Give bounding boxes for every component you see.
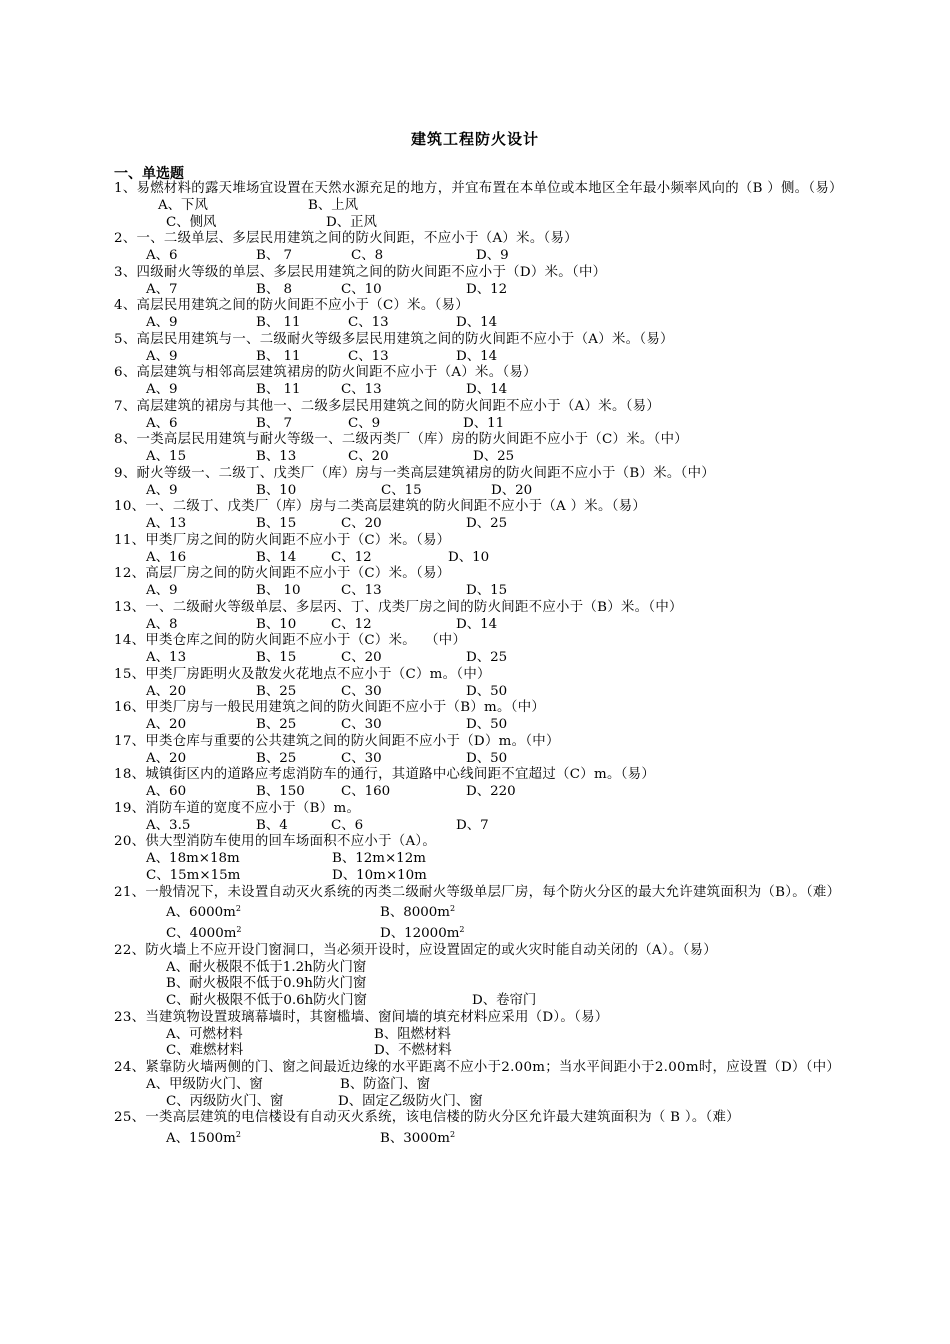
- answer-option: D、50: [466, 750, 508, 766]
- options-row: [114, 1127, 844, 1148]
- question-item: [114, 181, 844, 231]
- answer-option: A、9: [146, 583, 178, 598]
- answer-option: A、耐火极限不低于1.2h防火门窗: [166, 959, 367, 975]
- options-row: [114, 868, 844, 885]
- question-item: [114, 231, 844, 265]
- options-row: [114, 550, 844, 567]
- options-row: [114, 650, 844, 667]
- answer-option: D、25: [466, 516, 508, 531]
- answer-option: D、10: [448, 549, 490, 565]
- answer-option: A、20: [146, 750, 187, 766]
- question-text: 8、一类高层民用建筑与耐火等级一、二级丙类厂（库）房的防火间距不应小于（C）米。（中）: [114, 432, 688, 448]
- answer-option: A、3.5: [146, 817, 191, 833]
- answer-option: A、6: [146, 248, 178, 263]
- answer-option: B、防盗门、窗: [340, 1076, 431, 1092]
- options-row: [114, 922, 844, 943]
- options-row: [114, 976, 844, 993]
- question-item: [114, 533, 844, 567]
- answer-option: B、4: [256, 817, 288, 833]
- answer-option: A、$6000m^2$: [166, 904, 241, 921]
- answer-option: A、6: [146, 415, 178, 431]
- options-row: [114, 617, 844, 634]
- answer-option: C、12: [331, 616, 372, 632]
- answer-option: C、13: [341, 583, 382, 598]
- question-text: 5、高层民用建筑与一、二级耐火等级多层民用建筑之间的防火间距不应小于（A）米。（易）: [114, 331, 674, 347]
- answer-option: A、18m×18m: [146, 851, 240, 866]
- answer-option: D、7: [456, 817, 489, 833]
- answer-option: B、13: [256, 449, 297, 464]
- question-text: 12、高层厂房之间的防火间距不应小于（C）米。（易）: [114, 566, 451, 582]
- options-row: [114, 1094, 844, 1111]
- answer-option: B、14: [256, 549, 297, 565]
- question-text: 6、高层建筑与相邻高层建筑裙房的防火间距不应小于（A）米。（易）: [114, 365, 537, 381]
- question-text: 25、一类高层建筑的电信楼设有自动灭火系统，该电信楼的防火分区允许最大建筑面积为（ B ）。（难）: [114, 1110, 740, 1126]
- answer-option: D、220: [466, 784, 516, 799]
- answer-option: D、10m×10m: [332, 867, 427, 883]
- options-row: [114, 784, 844, 801]
- question-text: 10、一、二级丁、戊类厂（库）房与二类高层建筑的防火间距不应小于（A ）米。（易）: [114, 499, 647, 515]
- options-row: [114, 198, 844, 215]
- question-item: [114, 667, 844, 701]
- answer-option: D、14: [456, 616, 498, 632]
- question-text: 18、城镇街区内的道路应考虑消防车的通行，其道路中心线间距不宜超过（C）m。（易）: [114, 767, 656, 783]
- answer-option: B、 7: [256, 248, 293, 263]
- answer-option: C、侧风: [166, 214, 217, 230]
- question-item: [114, 885, 844, 943]
- question-text: 15、甲类厂房距明火及散发火花地点不应小于（C）m。（中）: [114, 666, 491, 682]
- question-text: 19、消防车道的宽度不应小于（B）m。: [114, 800, 361, 816]
- answer-option: A、甲级防火门、窗: [146, 1076, 263, 1092]
- answer-option: C、20: [341, 650, 382, 665]
- options-row: [114, 349, 844, 366]
- answer-option: D、25: [466, 650, 508, 665]
- question-text: 3、四级耐火等级的单层、多层民用建筑之间的防火间距不应小于（D）米。（中）: [114, 264, 607, 280]
- answer-option: C、13: [348, 348, 389, 364]
- options-row: [114, 684, 844, 701]
- question-item: [114, 767, 844, 801]
- options-row: [114, 1077, 844, 1094]
- answer-option: D、固定乙级防火门、窗: [338, 1093, 483, 1109]
- options-row: [114, 851, 844, 868]
- question-item: [114, 499, 844, 533]
- answer-option: B、12m×12m: [332, 851, 426, 866]
- answer-option: A、7: [146, 281, 178, 297]
- question-text: 7、高层建筑的裙房与其他一、二级多层民用建筑之间的防火间距不应小于（A）米。（易）: [114, 398, 661, 414]
- question-item: [114, 600, 844, 634]
- answer-option: B、 11: [256, 315, 301, 330]
- answer-option: B、$3000m^2$: [380, 1130, 456, 1146]
- answer-option: C、$4000m^2$: [166, 925, 242, 941]
- question-item: [114, 432, 844, 466]
- answer-option: C、30: [341, 683, 382, 699]
- answer-option: D、不燃材料: [374, 1043, 452, 1059]
- options-row: [114, 901, 844, 922]
- answer-option: C、30: [341, 750, 382, 766]
- answer-option: A、9: [146, 482, 178, 498]
- question-item: [114, 1060, 844, 1110]
- answer-option: A、16: [146, 549, 187, 565]
- answer-option: A、60: [146, 784, 187, 799]
- question-list: [114, 181, 844, 1148]
- options-row: [114, 416, 844, 433]
- answer-option: B、 11: [256, 382, 301, 397]
- answer-option: B、10: [256, 616, 297, 632]
- answer-option: B、15: [256, 516, 297, 531]
- question-text: 21、一般情况下，未设置自动灭火系统的丙类二级耐火等级单层厂房，每个防火分区的最大允许建筑面积为（B）。（难）: [114, 884, 841, 900]
- question-item: [114, 365, 844, 399]
- answer-option: A、9: [146, 348, 178, 364]
- options-row: [114, 818, 844, 835]
- answer-option: C、20: [341, 516, 382, 531]
- question-text: 20、供大型消防车使用的回车场面积不应小于（A）。: [114, 834, 437, 850]
- answer-option: C、10: [341, 281, 382, 297]
- answer-option: B、 11: [256, 348, 301, 364]
- answer-option: A、下风: [158, 197, 208, 213]
- question-text: 1、易燃材料的露天堆场宜设置在天然水源充足的地方，并宜布置在本单位或本地区全年最小频率风向的（B ）侧。（易）: [114, 181, 843, 196]
- question-item: [114, 566, 844, 600]
- answer-option: B、 7: [256, 415, 293, 431]
- answer-option: A、13: [146, 516, 187, 531]
- answer-option: C、30: [341, 717, 382, 732]
- answer-option: C、丙级防火门、窗: [166, 1093, 284, 1109]
- answer-option: C、13: [348, 315, 389, 330]
- answer-option: D、20: [491, 482, 533, 498]
- question-item: [114, 1010, 844, 1060]
- answer-option: A、可燃材料: [166, 1026, 243, 1042]
- answer-option: A、9: [146, 382, 178, 397]
- answer-option: C、耐火极限不低于0.6h防火门窗: [166, 993, 367, 1008]
- answer-option: A、9: [146, 315, 178, 330]
- question-item: [114, 332, 844, 366]
- options-row: [114, 1027, 844, 1044]
- answer-option: D、正风: [326, 214, 377, 230]
- question-text: 17、甲类仓库与重要的公共建筑之间的防火间距不应小于（D）m。（中）: [114, 733, 560, 749]
- question-item: [114, 734, 844, 768]
- options-row: [114, 248, 844, 265]
- answer-option: A、$1500m^2$: [166, 1130, 241, 1146]
- answer-option: A、8: [146, 616, 178, 632]
- question-text: 22、防火墙上不应开设门窗洞口，当必须开设时，应设置固定的或火灾时能自动关闭的（A）。（易）: [114, 942, 717, 958]
- options-row: [114, 1043, 844, 1060]
- answer-option: D、14: [456, 348, 498, 364]
- question-text: 4、高层民用建筑之间的防火间距不应小于（C）米。（易）: [114, 298, 469, 314]
- answer-option: B、10: [256, 482, 297, 498]
- answer-option: A、15: [146, 449, 187, 464]
- answer-option: A、13: [146, 650, 187, 665]
- answer-option: C、15: [381, 482, 422, 498]
- options-row: [114, 215, 844, 232]
- answer-option: B、耐火极限不低于0.9h防火门窗: [166, 976, 367, 992]
- question-text: 16、甲类厂房与一般民用建筑之间的防火间距不应小于（B）m。（中）: [114, 700, 546, 716]
- question-item: [114, 943, 844, 1010]
- question-text: 2、一、二级单层、多层民用建筑之间的防火间距，不应小于（A）米。（易）: [114, 231, 578, 247]
- question-item: [114, 399, 844, 433]
- question-text: 14、甲类仓库之间的防火间距不应小于（C）米。 （中）: [114, 633, 467, 649]
- answer-option: D、卷帘门: [472, 993, 537, 1008]
- options-row: [114, 315, 844, 332]
- question-text: 24、紧靠防火墙两侧的门、窗之间最近边缘的水平距离不应小于2.00m；当水平间距小于2.00m时，应设置（D）（中）: [114, 1060, 841, 1075]
- options-row: [114, 483, 844, 500]
- answer-option: C、6: [331, 817, 364, 833]
- question-text: 9、耐火等级一、二级丁、戊类厂（库）房与一类高层建筑裙房的防火间距不应小于（B）米。（中）: [114, 465, 715, 481]
- options-row: [114, 583, 844, 600]
- answer-option: C、难燃材料: [166, 1043, 244, 1059]
- answer-option: A、20: [146, 717, 187, 732]
- question-item: [114, 298, 844, 332]
- question-item: [114, 1110, 844, 1148]
- answer-option: B、25: [256, 750, 297, 766]
- document-title: 建筑工程防火设计: [410, 130, 539, 148]
- options-row: [114, 382, 844, 399]
- answer-option: C、15m×15m: [146, 867, 241, 883]
- answer-option: D、11: [463, 415, 505, 431]
- question-text: 23、当建筑物设置玻璃幕墙时，其窗槛墙、窗间墙的填充材料应采用（D）。（易）: [114, 1009, 609, 1025]
- section-heading: 一、单选题: [114, 166, 184, 182]
- answer-option: D、15: [466, 583, 508, 598]
- question-item: [114, 633, 844, 667]
- answer-option: B、150: [256, 784, 305, 799]
- question-text: 13、一、二级耐火等级单层、多层丙、丁、戊类厂房之间的防火间距不应小于（B）米。（中）: [114, 599, 683, 615]
- options-row: [114, 717, 844, 734]
- answer-option: D、14: [456, 315, 498, 330]
- options-row: [114, 751, 844, 768]
- question-item: [114, 801, 844, 835]
- answer-option: B、 10: [256, 583, 301, 598]
- answer-option: B、25: [256, 717, 297, 732]
- question-item: [114, 265, 844, 299]
- options-row: [114, 449, 844, 466]
- answer-option: D、9: [476, 248, 509, 263]
- answer-option: D、14: [466, 382, 508, 397]
- answer-option: D、12: [466, 281, 508, 297]
- options-row: [114, 282, 844, 299]
- question-item: [114, 700, 844, 734]
- answer-option: D、50: [466, 717, 508, 732]
- options-row: [114, 516, 844, 533]
- question-text: 11、甲类厂房之间的防火间距不应小于（C）米。（易）: [114, 532, 451, 548]
- answer-option: C、13: [341, 382, 382, 397]
- answer-option: C、8: [351, 248, 384, 263]
- answer-option: B、25: [256, 683, 297, 699]
- answer-option: B、 8: [256, 281, 293, 297]
- answer-option: B、15: [256, 650, 297, 665]
- answer-option: C、9: [348, 415, 381, 431]
- answer-option: A、20: [146, 683, 187, 699]
- options-row: [114, 993, 844, 1010]
- question-item: [114, 466, 844, 500]
- answer-option: B、上风: [308, 197, 359, 213]
- answer-option: B、阻燃材料: [374, 1026, 451, 1042]
- answer-option: B、$8000m^2$: [380, 904, 456, 921]
- answer-option: D、$12000m^2$: [380, 925, 465, 941]
- answer-option: C、12: [331, 549, 372, 565]
- question-item: [114, 834, 844, 884]
- answer-option: C、160: [341, 784, 391, 799]
- answer-option: C、20: [348, 449, 389, 464]
- answer-option: D、25: [473, 449, 515, 464]
- answer-option: D、50: [466, 683, 508, 699]
- options-row: [114, 960, 844, 977]
